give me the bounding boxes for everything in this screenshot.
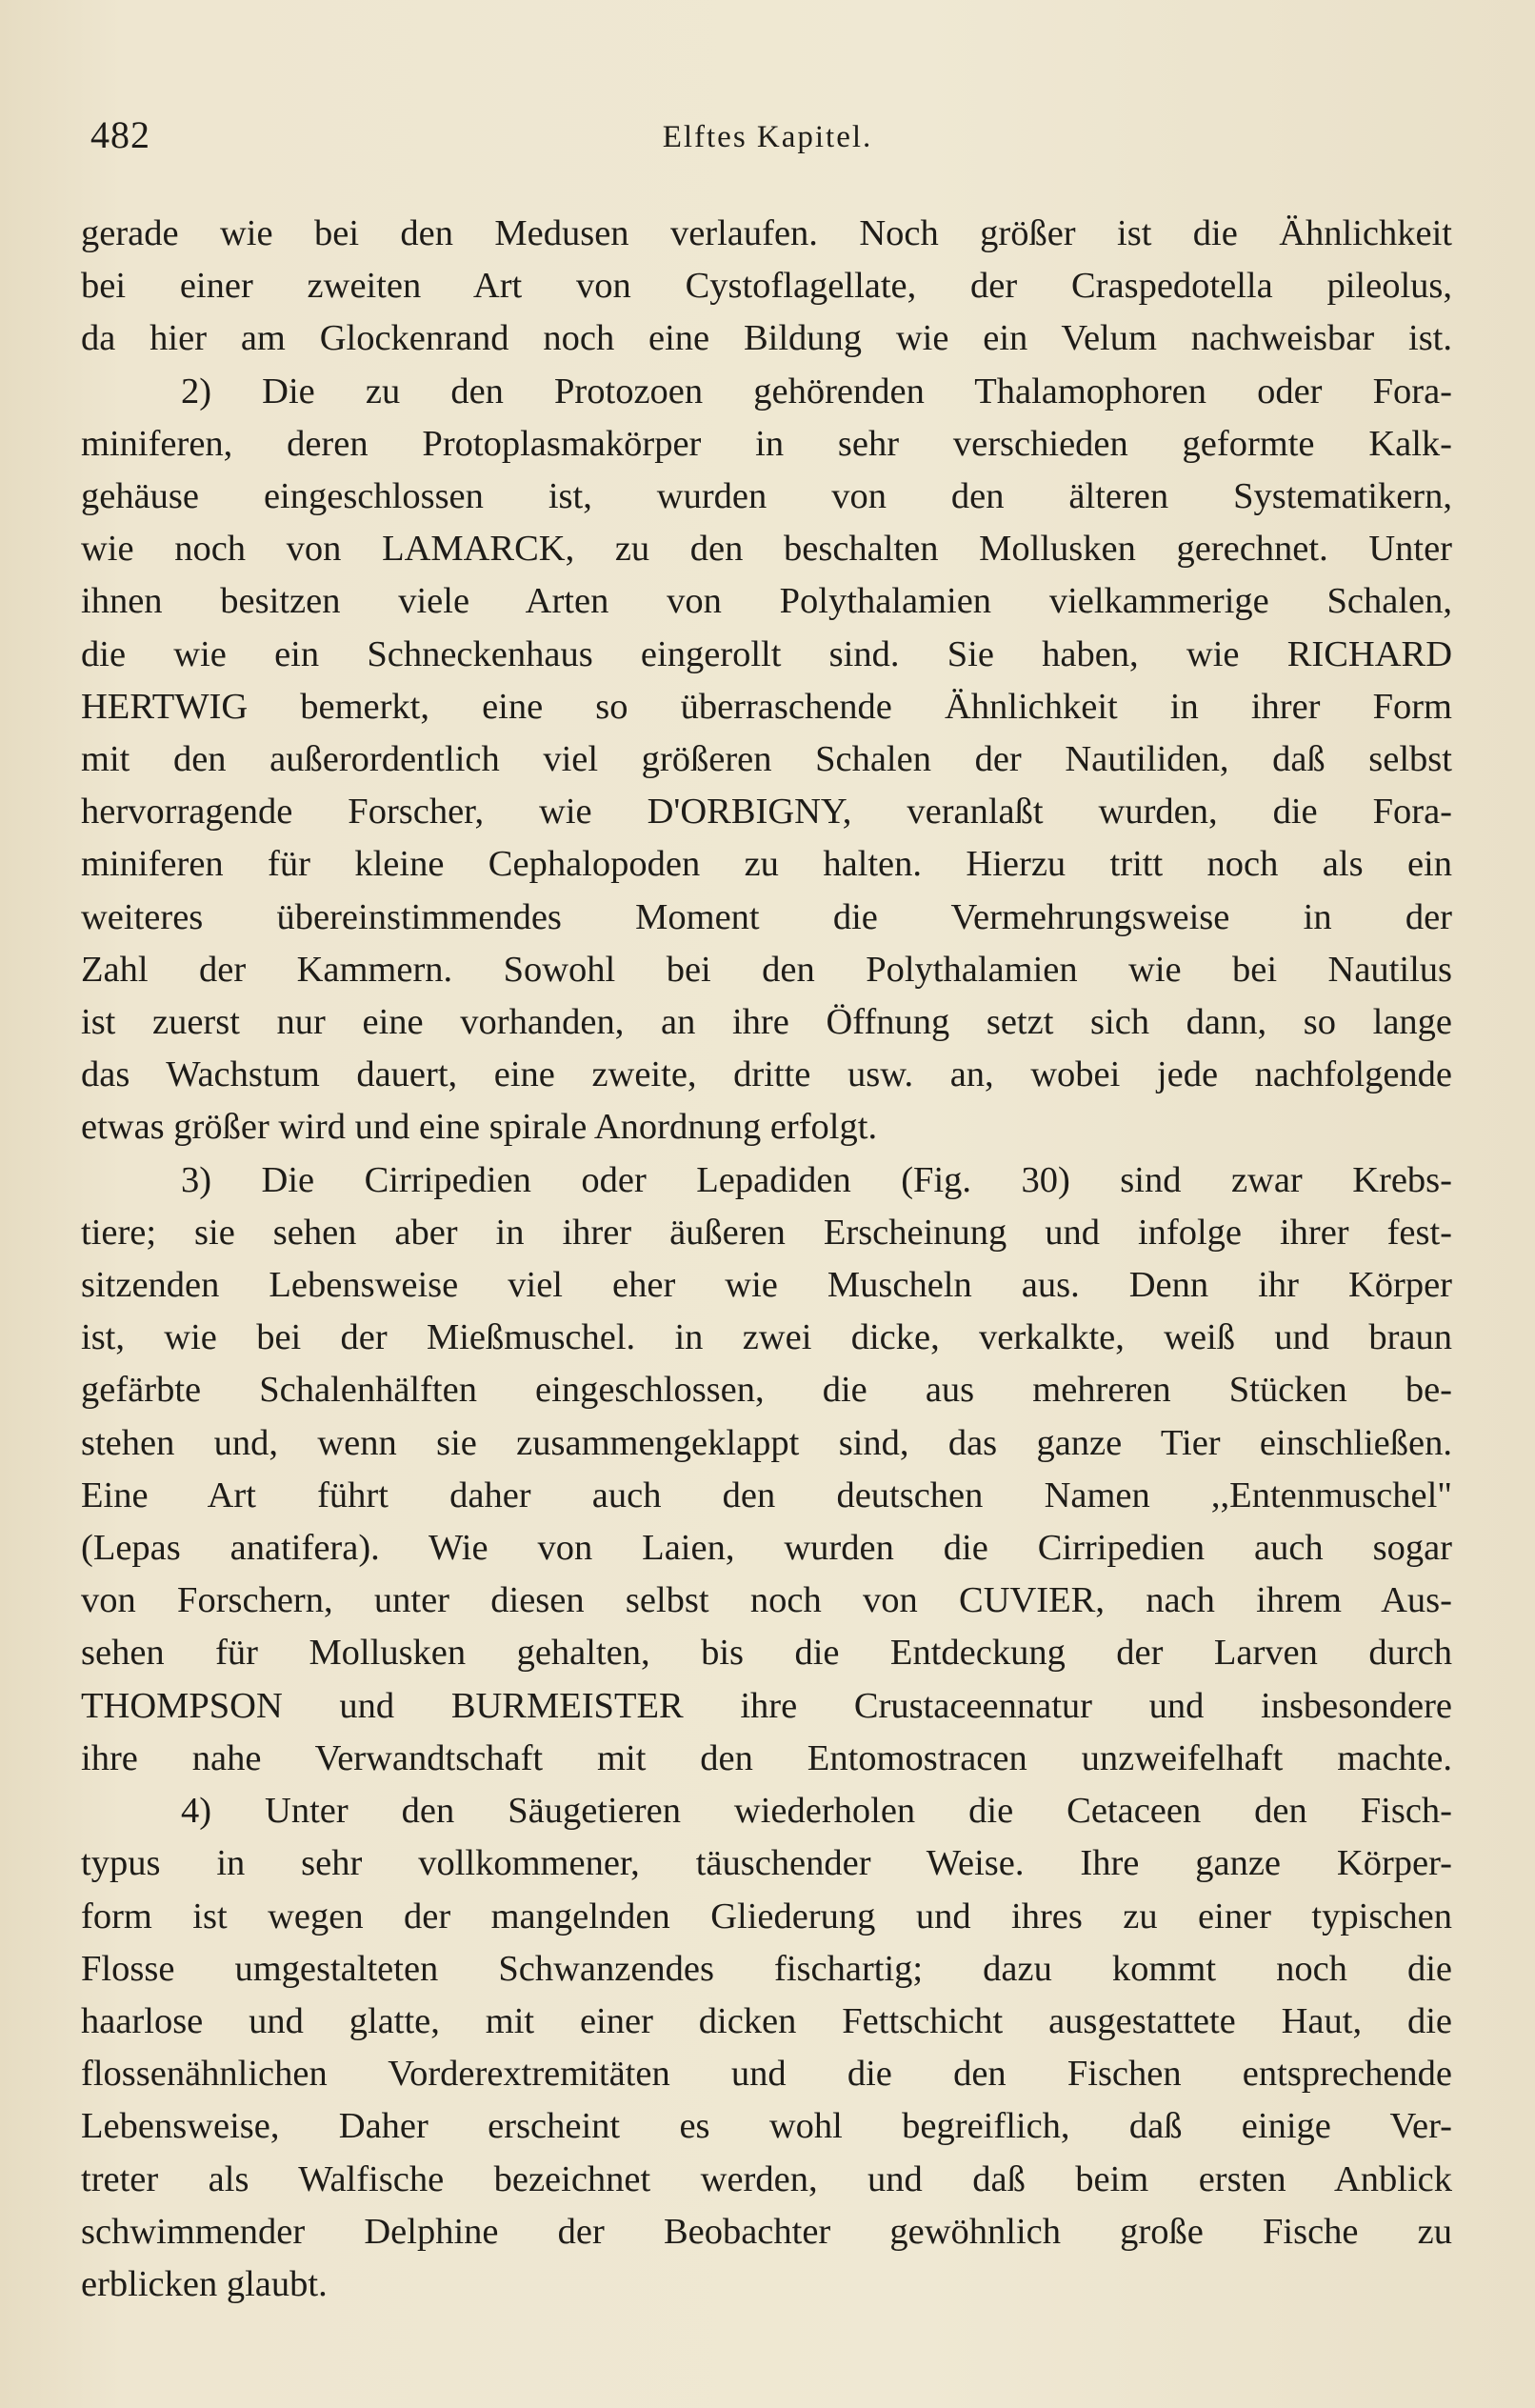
running-title: Elftes Kapitel. [662, 120, 873, 154]
text-line: typus in sehr vollkommener, täuschender Weise. Ihre ganze Körper- [81, 1843, 1452, 1884]
text-line: stehen und, wenn sie zusammengeklappt sind, das ganze Tier einschließen. [81, 1422, 1452, 1463]
text-line: ihnen besitzen viele Arten von Polythalamien vielkammerige Schalen, [81, 581, 1452, 622]
text-line: Zahl der Kammern. Sowohl bei den Polythalamien wie bei Nautilus [81, 949, 1452, 990]
text-line: ist zuerst nur eine vorhanden, an ihre Öffnung setzt sich dann, so lange [81, 1002, 1452, 1043]
page-number: 482 [90, 113, 150, 156]
text-line: erblicken glaubt. [81, 2263, 328, 2304]
text-line: Lebensweise, Daher erscheint es wohl begreiflich, daß einige Ver- [81, 2106, 1452, 2147]
page-body [81, 208, 1452, 2311]
text-line: gehäuse eingeschlossen ist, wurden von den älteren Systematikern, [81, 476, 1452, 517]
text-line: sitzenden Lebensweise viel eher wie Muscheln aus. Denn ihr Körper [81, 1265, 1452, 1306]
text-line: 2) Die zu den Protozoen gehörenden Thalamophoren oder Fora- [181, 371, 1452, 411]
page-header [90, 112, 1445, 170]
text-line: miniferen, deren Protoplasmakörper in sehr verschieden geformte Kalk- [81, 423, 1452, 464]
text-line: ihre nahe Verwandtschaft mit den Entomostracen unzweifelhaft machte. [81, 1737, 1452, 1778]
text-line: treter als Walfische bezeichnet werden, und daß beim ersten Anblick [81, 2158, 1452, 2199]
text-line: die wie ein Schneckenhaus eingerollt sind. Sie haben, wie RICHARD [81, 633, 1452, 674]
text-line: von Forschern, unter diesen selbst noch von CUVIER, nach ihrem Aus- [81, 1580, 1452, 1621]
text-line: Flosse umgestalteten Schwanzendes fischartig; dazu kommt noch die [81, 1948, 1452, 1989]
text-line: haarlose und glatte, mit einer dicken Fettschicht ausgestattete Haut, die [81, 2000, 1452, 2041]
text-line: tiere; sie sehen aber in ihrer äußeren Erscheinung und infolge ihrer fest- [81, 1212, 1452, 1253]
text-line: 4) Unter den Säugetieren wiederholen die Cetaceen den Fisch- [181, 1791, 1452, 1832]
text-line: ist, wie bei der Mießmuschel. in zwei dicke, verkalkte, weiß und braun [81, 1317, 1452, 1358]
text-line: sehen für Mollusken gehalten, bis die Entdeckung der Larven durch [81, 1633, 1452, 1674]
text-line: HERTWIG bemerkt, eine so überraschende Ähnlichkeit in ihrer Form [81, 686, 1452, 727]
text-line: hervorragende Forscher, wie D'ORBIGNY, veranlaßt wurden, die Fora- [81, 792, 1452, 833]
paragraph-4 [81, 1785, 1452, 2311]
text-line: gerade wie bei den Medusen verlaufen. Noch größer ist die Ähnlichkeit [81, 213, 1452, 253]
text-line: mit den außerordentlich viel größeren Schalen der Nautiliden, daß selbst [81, 739, 1452, 780]
text-line: schwimmender Delphine der Beobachter gewöhnlich große Fische zu [81, 2211, 1452, 2252]
text-line: flossenähnlichen Vorderextremitäten und die den Fischen entsprechende [81, 2054, 1452, 2095]
text-line: das Wachstum dauert, eine zweite, dritte usw. an, wobei jede nachfolgende [81, 1054, 1452, 1095]
text-line: form ist wegen der mangelnden Gliederung und ihres zu einer typischen [81, 1896, 1452, 1936]
text-line: gefärbte Schalenhälften eingeschlossen, die aus mehreren Stücken be- [81, 1370, 1452, 1411]
text-line: bei einer zweiten Art von Cystoflagellate, der Craspedotella pileolus, [81, 266, 1452, 307]
text-line: Eine Art führt daher auch den deutschen Namen ,,Entenmuschel" [81, 1475, 1452, 1515]
text-line: etwas größer wird und eine spirale Anordnung erfolgt. [81, 1107, 878, 1148]
text-line: THOMPSON und BURMEISTER ihre Crustaceennatur und insbesondere [81, 1685, 1452, 1726]
text-line: weiteres übereinstimmendes Moment die Vermehrungsweise in der [81, 896, 1452, 937]
text-line: wie noch von LAMARCK, zu den beschalten Mollusken gerechnet. Unter [81, 529, 1452, 570]
text-line: 3) Die Cirripedien oder Lepadiden (Fig. 30) sind zwar Krebs- [181, 1159, 1452, 1200]
paragraph-2 [81, 366, 1452, 1154]
text-line: (Lepas anatifera). Wie von Laien, wurden die Cirripedien auch sogar [81, 1528, 1452, 1569]
text-line: da hier am Glockenrand noch eine Bildung wie ein Velum nachweisbar ist. [81, 318, 1452, 359]
text-line: miniferen für kleine Cephalopoden zu halten. Hierzu tritt noch als ein [81, 844, 1452, 885]
paragraph-3 [81, 1154, 1452, 1785]
paragraph-1 [81, 208, 1452, 366]
